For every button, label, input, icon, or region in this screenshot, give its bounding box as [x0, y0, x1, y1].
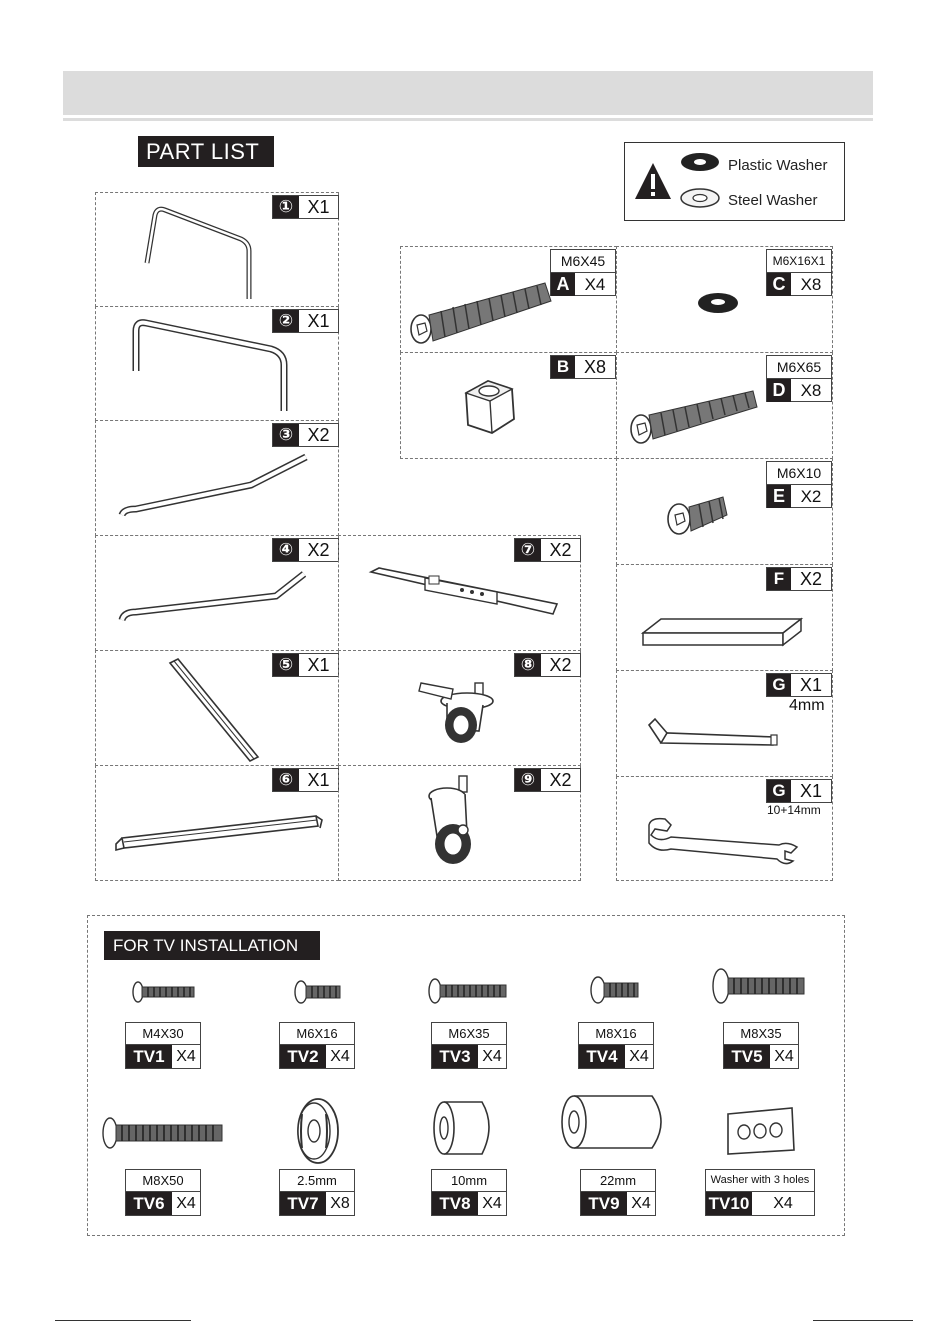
- tv-code: TV5: [724, 1045, 770, 1068]
- tv-installation-title: FOR TV INSTALLATION: [104, 931, 320, 960]
- tv-quantity: X4: [629, 1047, 649, 1065]
- part-5-bar-icon: [166, 655, 266, 765]
- part-number: ③: [273, 424, 299, 446]
- tv1-label: [125, 1022, 201, 1069]
- part-quantity: X1: [307, 310, 330, 331]
- hardware-f-label: [766, 567, 832, 591]
- steel-washer-icon: [679, 187, 721, 209]
- hardware-quantity: X1: [799, 780, 823, 801]
- part-6-tag: [272, 768, 339, 792]
- tv-spec: M8X35: [724, 1023, 798, 1045]
- part-9-tag: [514, 768, 581, 792]
- hardware-quantity: X8: [800, 274, 822, 294]
- hardware-quantity: X2: [800, 486, 822, 506]
- hardware-f-cell: [616, 564, 833, 671]
- part-quantity: X2: [307, 539, 330, 560]
- tv6-screw-icon: [100, 1116, 224, 1150]
- hardware-g2-label: [766, 779, 832, 803]
- hardware-letter: C: [767, 273, 791, 296]
- hardware-letter: A: [551, 273, 575, 296]
- tv-code: TV9: [581, 1192, 627, 1215]
- tv-code: TV2: [280, 1045, 326, 1068]
- hardware-quantity: X1: [799, 674, 823, 695]
- tv-quantity: X8: [330, 1194, 350, 1212]
- tv3-label: [431, 1022, 507, 1069]
- hardware-e-cell: [616, 458, 833, 565]
- hardware-letter: F: [767, 568, 791, 590]
- part-number: ⑧: [515, 654, 541, 676]
- tv9-spacer-icon: [556, 1092, 672, 1152]
- part-3-tag: [272, 423, 339, 447]
- tv-code: TV3: [432, 1045, 478, 1068]
- tv-quantity: X4: [176, 1194, 196, 1212]
- part-8-tag: [514, 653, 581, 677]
- washer-c-icon: [696, 291, 740, 315]
- tv-quantity: X4: [774, 1047, 794, 1065]
- part-7-bracket-icon: [367, 566, 567, 626]
- hardware-b-cell: [400, 352, 617, 459]
- tv-code: TV8: [432, 1192, 478, 1215]
- tv-quantity: X4: [176, 1047, 196, 1065]
- part-number: ④: [273, 539, 299, 561]
- part-1-tag: [272, 195, 339, 219]
- tv2-label: [279, 1022, 355, 1069]
- part-quantity: X2: [549, 769, 572, 790]
- hardware-letter: G: [767, 674, 791, 696]
- warning-icon: [633, 161, 673, 201]
- tv-spec: 22mm: [581, 1170, 655, 1192]
- wrench-size: 10+14mm: [767, 803, 821, 817]
- steel-washer-label: Steel Washer: [728, 192, 818, 209]
- hardware-letter: B: [551, 356, 575, 378]
- tv6-label: [125, 1169, 201, 1216]
- tv9-label: [580, 1169, 656, 1216]
- tv-code: TV6: [126, 1192, 172, 1215]
- tv-spec: M6X35: [432, 1023, 506, 1045]
- hardware-letter: G: [767, 780, 791, 802]
- hex-key-size: 4mm: [789, 697, 825, 714]
- hardware-g1-label: [766, 673, 832, 697]
- plastic-washer-icon: [679, 151, 721, 173]
- hardware-quantity: X2: [799, 568, 823, 589]
- tv-spec: M8X16: [579, 1023, 653, 1045]
- tv-spec: Washer with 3 holes: [706, 1170, 814, 1192]
- part-2-cell: [95, 306, 339, 421]
- part-7-tag: [514, 538, 581, 562]
- tv3-screw-icon: [426, 978, 508, 1004]
- part-quantity: X2: [549, 654, 572, 675]
- footer-rule-right: [813, 1320, 913, 1321]
- part-quantity: X1: [307, 196, 330, 217]
- hardware-g1-cell: [616, 670, 833, 777]
- part-6-beam-icon: [110, 792, 330, 862]
- hardware-letter: D: [767, 379, 791, 402]
- tv-code: TV1: [126, 1045, 172, 1068]
- hardware-b-label: [550, 355, 616, 379]
- part-4-cell: [95, 535, 339, 651]
- hardware-a-label: [550, 249, 616, 296]
- hardware-letter: E: [767, 485, 791, 508]
- part-6-cell: [95, 765, 339, 881]
- part-9-caster-icon: [421, 772, 501, 872]
- hardware-spec: M6X45: [551, 250, 615, 273]
- tv-spec: M4X30: [126, 1023, 200, 1045]
- tv-quantity: X4: [482, 1047, 502, 1065]
- bolt-a-icon: [405, 277, 555, 347]
- tv-quantity: X4: [330, 1047, 350, 1065]
- hardware-quantity: X4: [584, 274, 606, 294]
- tv4-label: [578, 1022, 654, 1069]
- tv5-screw-icon: [710, 968, 806, 1004]
- part-number: ⑨: [515, 769, 541, 791]
- tv-spec: 10mm: [432, 1170, 506, 1192]
- part-7-cell: [338, 535, 581, 651]
- tv1-screw-icon: [130, 980, 200, 1004]
- hardware-e-label: [766, 461, 832, 508]
- plastic-washer-label: Plastic Washer: [728, 157, 828, 174]
- hardware-c-label: [766, 249, 832, 296]
- wrench-icon: [645, 815, 805, 865]
- bolt-d-icon: [625, 389, 765, 449]
- part-4-tube-icon: [116, 566, 316, 646]
- part-4-tag: [272, 538, 339, 562]
- pad-f-icon: [637, 617, 807, 657]
- bolt-e-icon: [663, 493, 743, 543]
- tv7-spacer-icon: [292, 1096, 342, 1166]
- tv-quantity: X4: [631, 1194, 651, 1212]
- part-1-cell: [95, 192, 339, 307]
- header-bar: [63, 71, 873, 115]
- part-2-frame-icon: [126, 315, 296, 415]
- part-number: ⑤: [273, 654, 299, 676]
- tv-code: TV7: [280, 1192, 326, 1215]
- part-3-tube-icon: [116, 451, 316, 531]
- hardware-spec: M6X10: [767, 462, 831, 485]
- part-number: ②: [273, 310, 299, 332]
- part-list-title: PART LIST: [138, 136, 274, 167]
- part-number: ⑦: [515, 539, 541, 561]
- tv-code: TV4: [579, 1045, 625, 1068]
- tv8-label: [431, 1169, 507, 1216]
- part-quantity: X1: [307, 769, 330, 790]
- hardware-g2-cell: [616, 776, 833, 881]
- part-quantity: X1: [307, 654, 330, 675]
- part-8-cell: [338, 650, 581, 766]
- part-5-tag: [272, 653, 339, 677]
- nut-b-icon: [456, 375, 526, 445]
- tv8-spacer-icon: [430, 1098, 502, 1158]
- hardware-d-cell: [616, 352, 833, 459]
- tv10-washer-plate-icon: [724, 1106, 796, 1156]
- part-quantity: X2: [549, 539, 572, 560]
- hardware-a-cell: [400, 246, 617, 353]
- tv-code: TV10: [706, 1192, 752, 1215]
- tv-quantity: X4: [482, 1194, 502, 1212]
- tv-quantity: X4: [773, 1194, 793, 1212]
- hardware-quantity: X8: [800, 380, 822, 400]
- part-number: ⑥: [273, 769, 299, 791]
- tv-spec: M8X50: [126, 1170, 200, 1192]
- part-9-cell: [338, 765, 581, 881]
- hardware-d-label: [766, 355, 832, 402]
- tv5-label: [723, 1022, 799, 1069]
- tv2-screw-icon: [292, 980, 342, 1004]
- footer-rule-left: [55, 1320, 191, 1321]
- hardware-c-cell: [616, 246, 833, 353]
- part-quantity: X2: [307, 424, 330, 445]
- part-1-frame-icon: [141, 203, 271, 303]
- part-number: ①: [273, 196, 299, 218]
- part-8-locking-caster-icon: [417, 669, 517, 759]
- part-5-cell: [95, 650, 339, 766]
- hardware-quantity: X8: [583, 356, 607, 377]
- hex-key-icon: [645, 711, 785, 761]
- washer-warning-box: [624, 142, 845, 221]
- header-divider: [63, 118, 873, 121]
- part-3-cell: [95, 420, 339, 536]
- tv4-screw-icon: [588, 976, 640, 1004]
- hardware-spec: M6X16X1: [767, 250, 831, 273]
- tv7-label: [279, 1169, 355, 1216]
- tv10-label: [705, 1169, 815, 1216]
- tv-spec: 2.5mm: [280, 1170, 354, 1192]
- hardware-spec: M6X65: [767, 356, 831, 379]
- tv-spec: M6X16: [280, 1023, 354, 1045]
